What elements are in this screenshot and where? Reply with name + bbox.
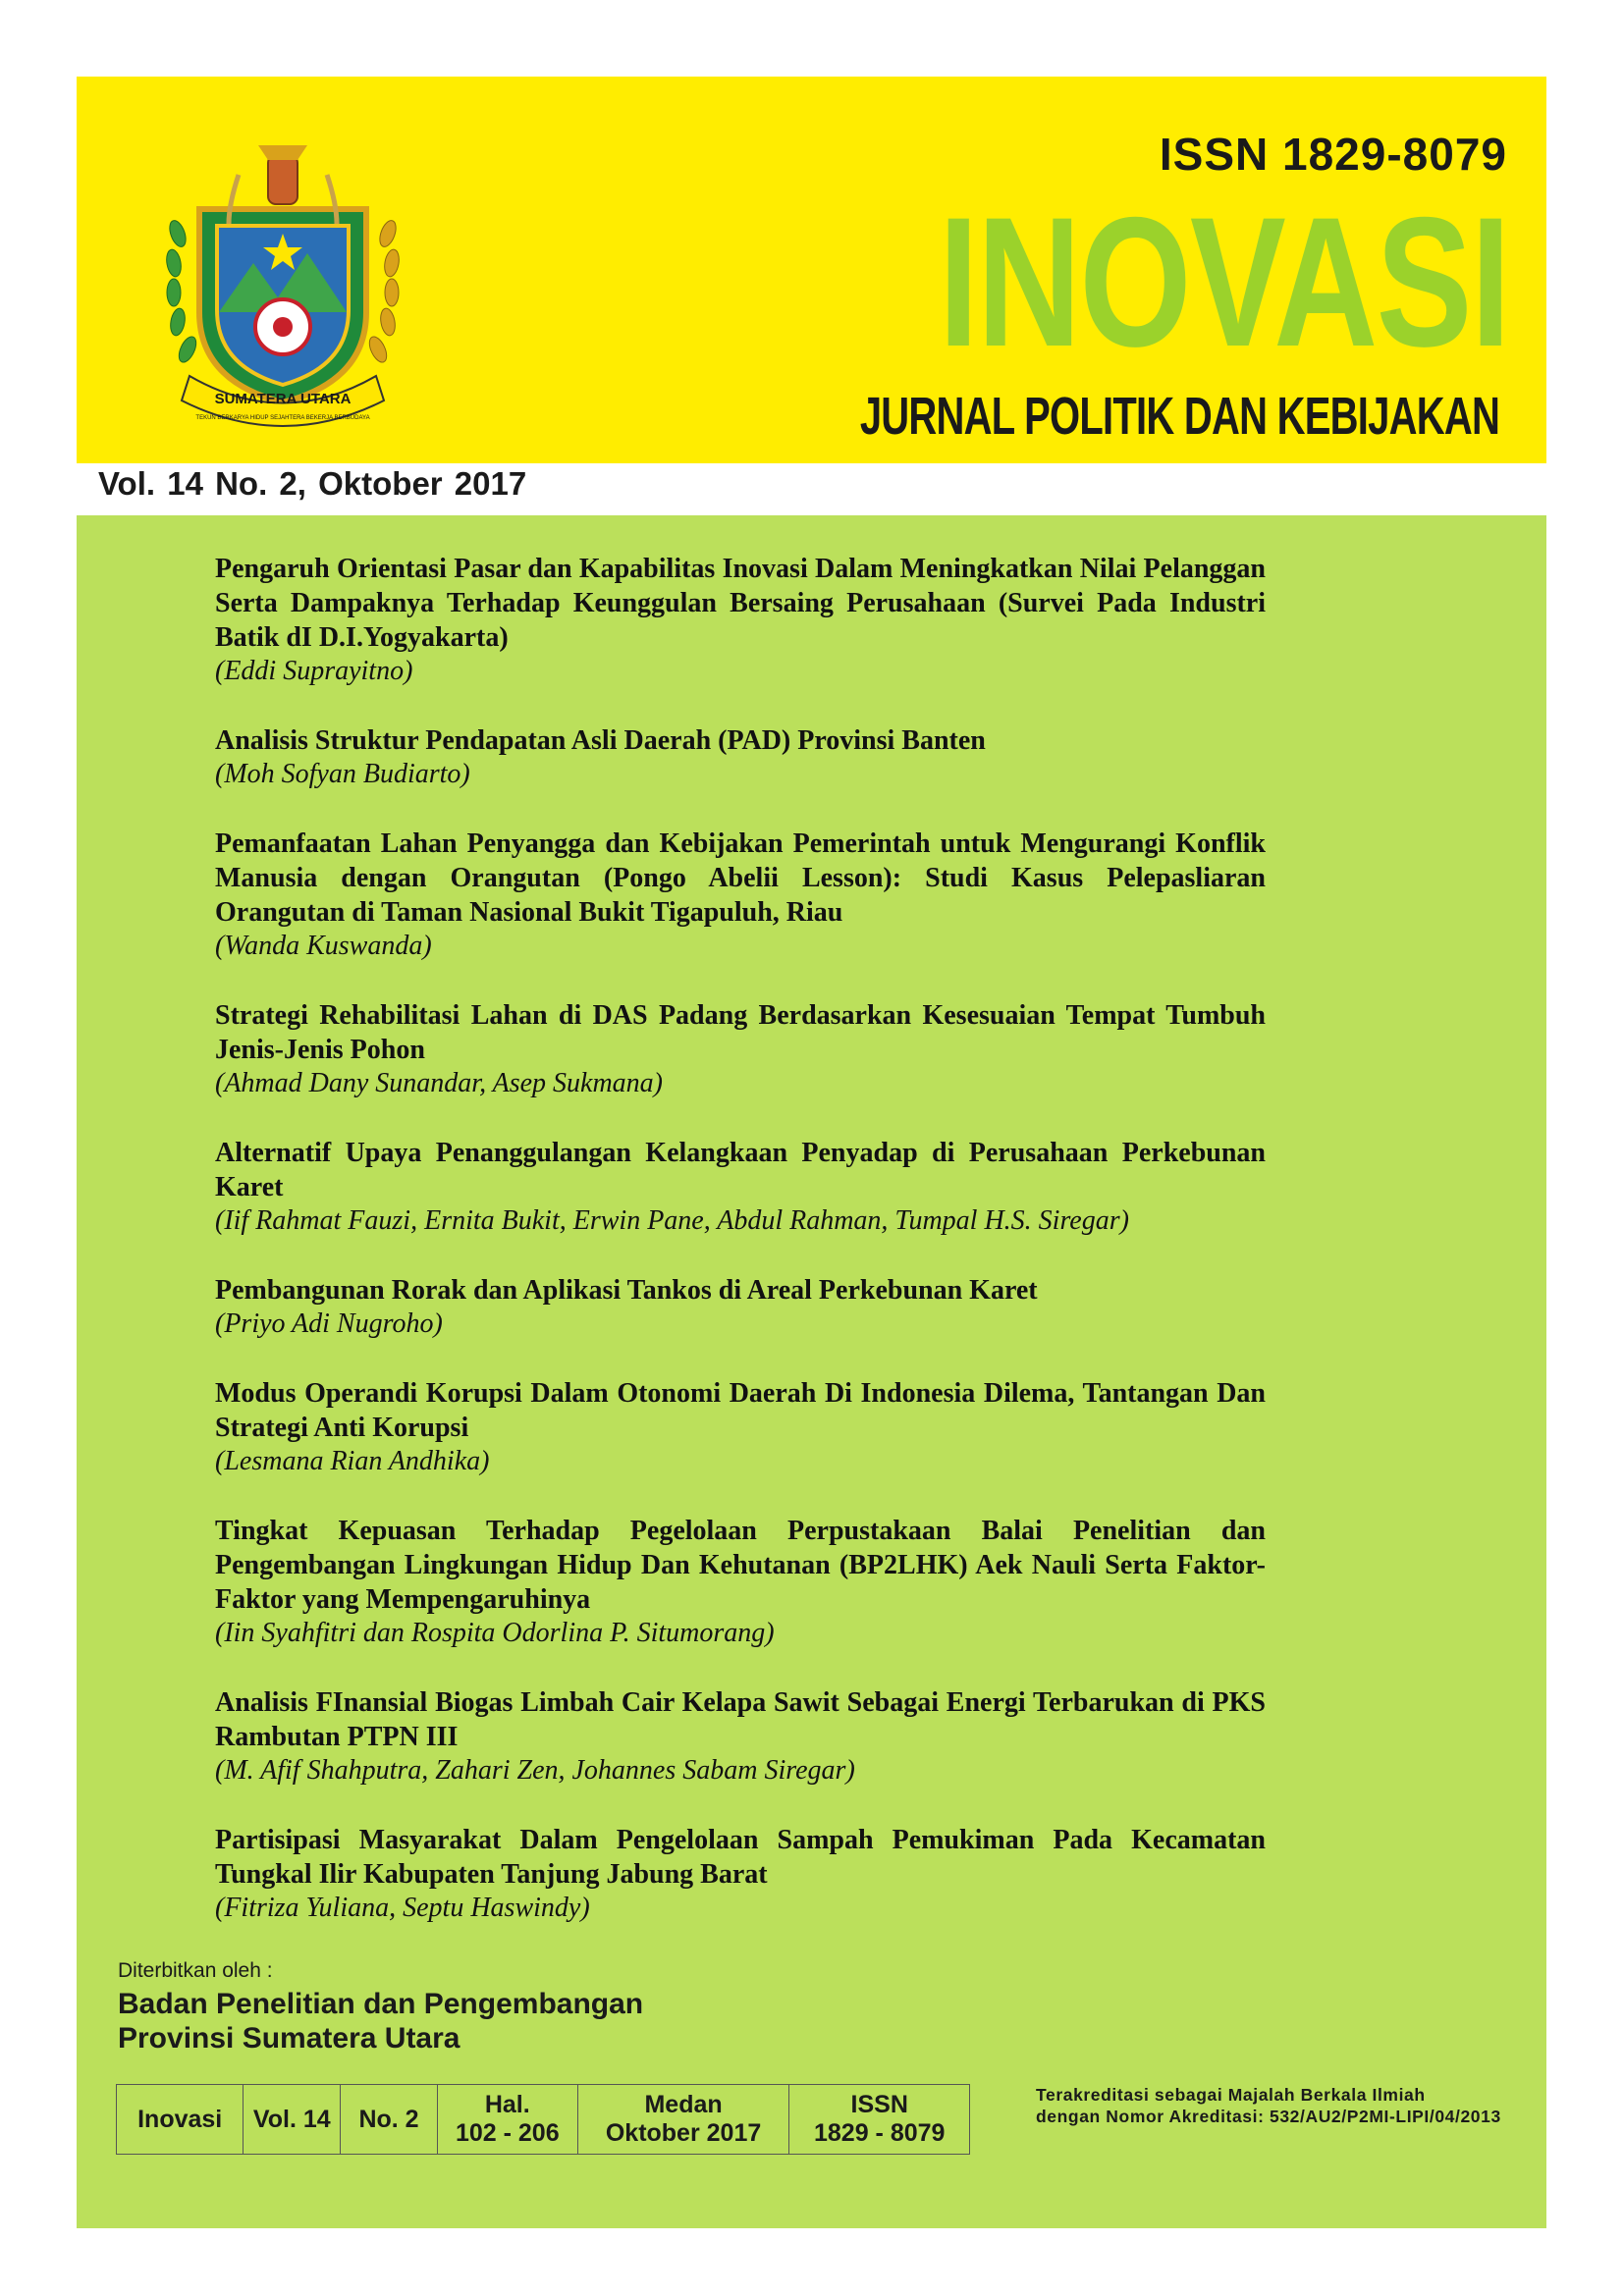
article-title: Modus Operandi Korupsi Dalam Otonomi Daerah Di Indonesia Dilema, Tantangan Dan Strategi Anti Korupsi bbox=[215, 1378, 1266, 1443]
article-entry bbox=[215, 1514, 1266, 1650]
article-authors: (Moh Sofyan Budiarto) bbox=[215, 759, 470, 789]
article-entry bbox=[215, 1136, 1266, 1238]
emblem-banner-text: SUMATERA UTARA bbox=[214, 391, 352, 407]
article-title: Alternatif Upaya Penanggulangan Kelangkaan Penyadap di Perusahaan Perkebunan Karet bbox=[215, 1138, 1266, 1202]
article-authors: (Iif Rahmat Fauzi, Ernita Bukit, Erwin Pane, Abdul Rahman, Tumpal H.S. Siregar) bbox=[215, 1205, 1129, 1236]
info-pages-label: Hal. bbox=[484, 2091, 530, 2118]
publisher-name: Badan Penelitian dan Pengembangan bbox=[118, 1988, 644, 2020]
article-authors: (M. Afif Shahputra, Zahari Zen, Johannes Sabam Siregar) bbox=[215, 1755, 855, 1786]
info-issn-label: ISSN bbox=[850, 2091, 908, 2118]
article-title: Tingkat Kepuasan Terhadap Pegelolaan Perpustakaan Balai Penelitian dan Pengembangan Lingkungan Hidup Dan Kehutanan (BP2LHK) Aek Nauli Serta Faktor-Faktor yang Mempengaruhinya bbox=[215, 1516, 1266, 1615]
article-entry bbox=[215, 998, 1266, 1100]
info-number: No. 2 bbox=[341, 2085, 438, 2155]
article-entry bbox=[215, 1823, 1266, 1925]
article-entry bbox=[215, 1685, 1266, 1788]
article-title: Partisipasi Masyarakat Dalam Pengelolaan Sampah Pemukiman Pada Kecamatan Tungkal Ilir Kabupaten Tanjung Jabung Barat bbox=[215, 1825, 1266, 1890]
info-volume: Vol. 14 bbox=[244, 2085, 341, 2155]
journal-subtitle: JURNAL POLITIK DAN KEBIJAKAN bbox=[859, 387, 1499, 446]
issue-info-table bbox=[116, 2084, 970, 2155]
article-entry bbox=[215, 1376, 1266, 1478]
article-title: Analisis FInansial Biogas Limbah Cair Kelapa Sawit Sebagai Energi Terbarukan di PKS Rambutan PTPN III bbox=[215, 1687, 1266, 1752]
article-authors: (Wanda Kuswanda) bbox=[215, 931, 432, 961]
article-authors: (Eddi Suprayitno) bbox=[215, 656, 413, 686]
article-authors: (Iin Syahfitri dan Rospita Odorlina P. Situmorang) bbox=[215, 1618, 775, 1648]
article-title: Pembangunan Rorak dan Aplikasi Tankos di Areal Perkebunan Karet bbox=[215, 1275, 1038, 1306]
article-title: Pemanfaatan Lahan Penyangga dan Kebijakan Pemerintah untuk Mengurangi Konflik Manusia dengan Orangutan (Pongo Abelii Lesson): Studi Kasus Pelepasliaran Orangutan di Taman Nasional Bukit Tigapuluh, Riau bbox=[215, 828, 1266, 928]
cover-header bbox=[77, 77, 1546, 463]
article-entry bbox=[215, 552, 1266, 688]
article-authors: (Priyo Adi Nugroho) bbox=[215, 1308, 443, 1339]
info-issn-number: 1829 - 8079 bbox=[813, 2119, 946, 2147]
article-title: Pengaruh Orientasi Pasar dan Kapabilitas Inovasi Dalam Meningkatkan Nilai Pelanggan Serta Dampaknya Terhadap Keunggulan Bersaing Perusahaan (Survei Pada Industri Batik dI D.I.Yogyakarta) bbox=[215, 554, 1266, 653]
emblem-motto: TEKUN BERKARYA HIDUP SEJAHTERA BEKERJA BERBUDAYA bbox=[195, 415, 370, 421]
article-authors: (Fitriza Yuliana, Septu Haswindy) bbox=[215, 1893, 590, 1923]
accreditation-line-2: dengan Nomor Akreditasi: 532/AU2/P2MI-LIPI/04/2013 bbox=[1036, 2107, 1501, 2126]
info-city-date bbox=[577, 2085, 789, 2155]
info-pages bbox=[437, 2085, 577, 2155]
info-pages-range: 102 - 206 bbox=[455, 2119, 560, 2147]
article-entry bbox=[215, 827, 1266, 963]
publisher-province: Provinsi Sumatera Utara bbox=[118, 2022, 460, 2055]
volume-issue: Vol. 14 No. 2, Oktober 2017 bbox=[98, 465, 527, 502]
publisher-label: Diterbitkan oleh : bbox=[118, 1959, 273, 1982]
sumatera-utara-emblem-icon bbox=[160, 116, 406, 440]
info-issn bbox=[789, 2085, 970, 2155]
accreditation-line-1: Terakreditasi sebagai Majalah Berkala Ilmiah bbox=[1036, 2085, 1426, 2105]
journal-title: INOVASI bbox=[938, 179, 1509, 385]
article-title: Strategi Rehabilitasi Lahan di DAS Padang Berdasarkan Kesesuaian Tempat Tumbuh Jenis-Jenis Pohon bbox=[215, 1000, 1266, 1065]
table-of-contents bbox=[215, 552, 1266, 1960]
info-journal: Inovasi bbox=[117, 2085, 244, 2155]
info-date: Oktober 2017 bbox=[605, 2119, 762, 2147]
article-entry bbox=[215, 1273, 1266, 1341]
accreditation-note bbox=[1036, 2084, 1527, 2127]
article-entry bbox=[215, 723, 1266, 791]
info-city: Medan bbox=[644, 2091, 723, 2118]
article-authors: (Lesmana Rian Andhika) bbox=[215, 1446, 490, 1476]
article-title: Analisis Struktur Pendapatan Asli Daerah (PAD) Provinsi Banten bbox=[215, 725, 986, 756]
article-authors: (Ahmad Dany Sunandar, Asep Sukmana) bbox=[215, 1068, 663, 1098]
issn-label: ISSN 1829-8079 bbox=[1159, 129, 1507, 180]
publisher-block bbox=[118, 1959, 643, 2056]
